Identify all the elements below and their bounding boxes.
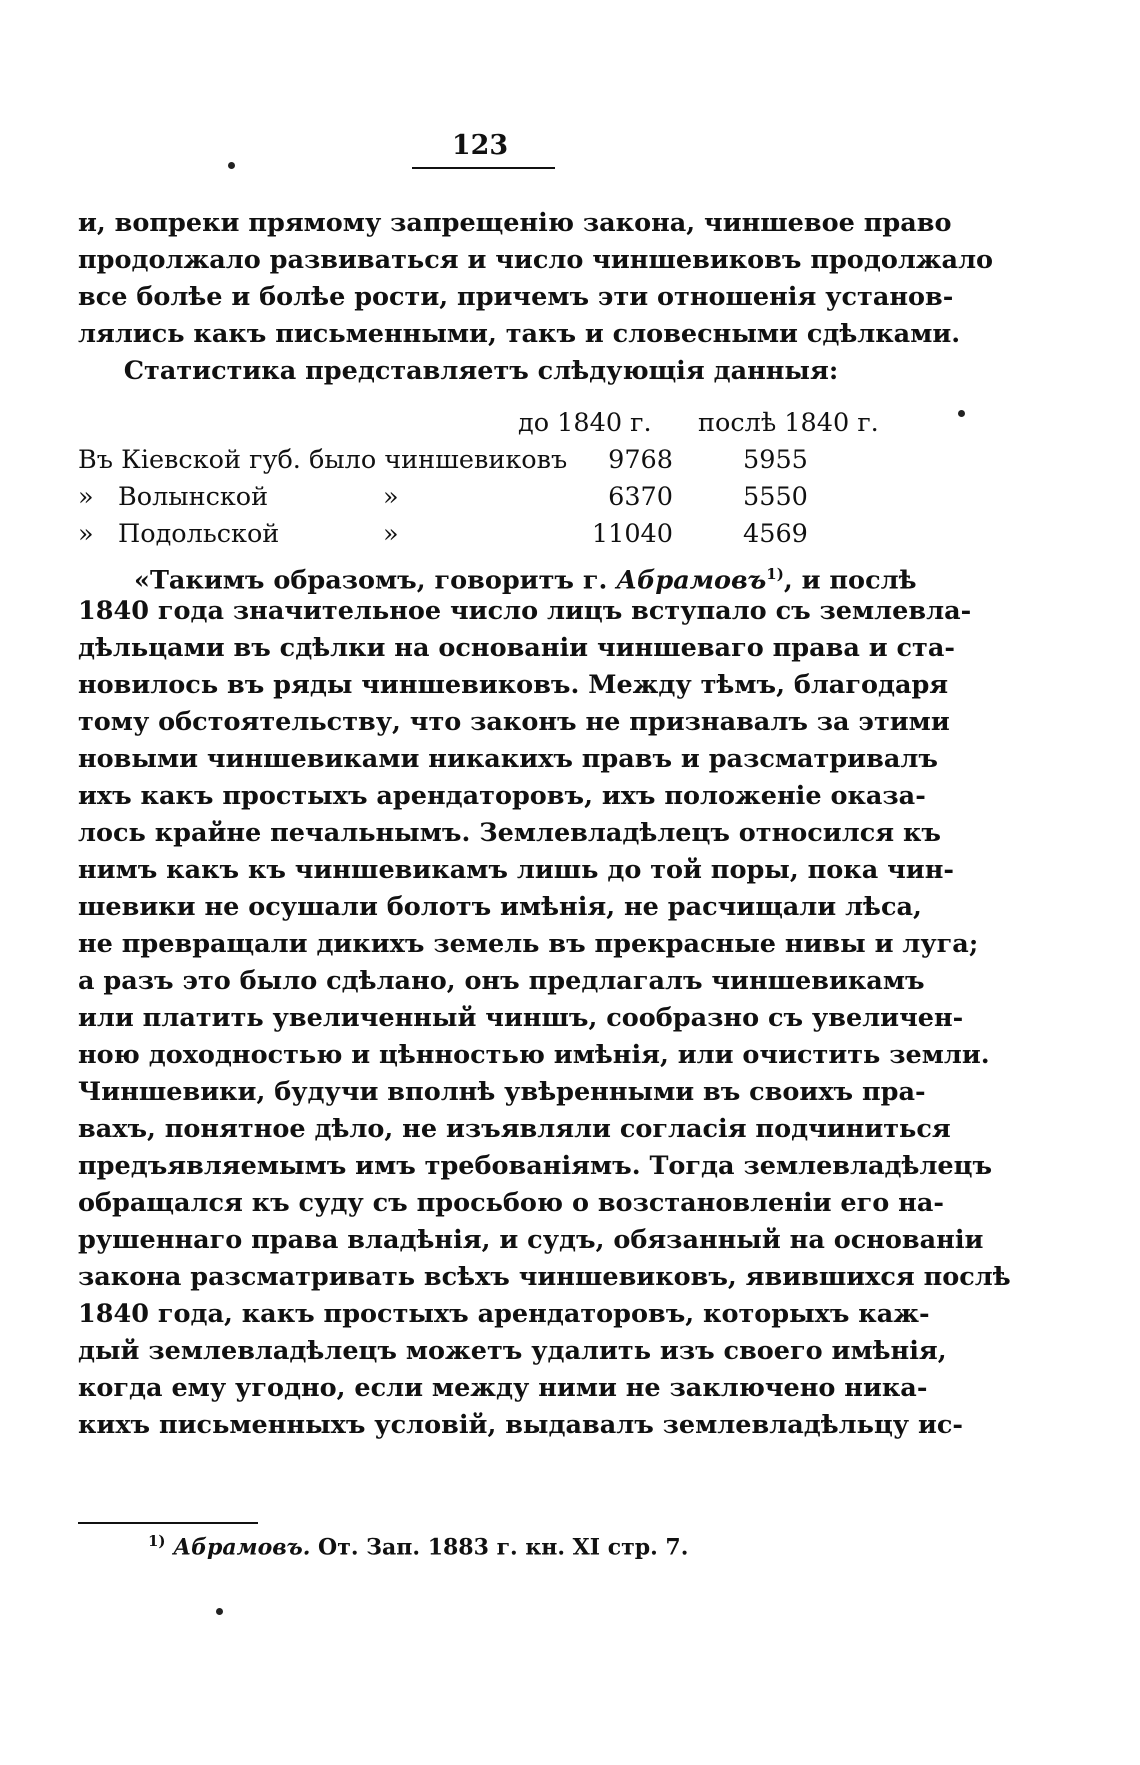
value-before: 6370 <box>608 482 673 512</box>
text-line: 1840 года, какъ простыхъ арендаторовъ, которыхъ каж- <box>78 1299 930 1329</box>
text-line: все болѣе и болѣе рости, причемъ эти отношенія установ- <box>78 282 954 312</box>
text-line: новыми чиншевиками никакихъ правъ и разсматривалъ <box>78 744 938 774</box>
text-line: и, вопреки прямому запрещенію закона, чиншевое право <box>78 208 952 238</box>
footnote-marker: 1) <box>148 1532 166 1550</box>
value-before: 11040 <box>591 519 673 549</box>
value-after: 5550 <box>743 482 808 512</box>
print-speck <box>216 1608 223 1615</box>
text-line: предъявляемымъ имъ требованіямъ. Тогда землевладѣлецъ <box>78 1151 993 1181</box>
text-line: дѣльцами въ сдѣлки на основаніи чиншеваго права и ста- <box>78 633 955 663</box>
statistics-table <box>78 408 884 556</box>
text-line: ихъ какъ простыхъ арендаторовъ, ихъ положеніе оказа- <box>78 781 926 811</box>
text-line: рушеннаго права владѣнія, и судъ, обязанный на основаніи <box>78 1225 984 1255</box>
value-after: 5955 <box>743 445 808 475</box>
quote-author: Абрамовъ <box>616 565 767 596</box>
text-line: тому обстоятельству, что законъ не признавалъ за этими <box>78 707 950 737</box>
row-prefix: Въ <box>78 445 113 475</box>
header-after-1840: послѣ 1840 г. <box>698 408 879 438</box>
stats-intro: Статистика представляетъ слѣдующія данныя: <box>123 356 839 386</box>
region-name: Волынской <box>118 482 269 512</box>
text-line: кихъ письменныхъ условій, выдавалъ землевладѣльцу ис- <box>78 1410 964 1440</box>
footnote-text: От. Зап. 1883 г. кн. XI стр. 7. <box>318 1534 689 1561</box>
quote-block <box>78 556 1011 1444</box>
footnote-rule <box>78 1522 258 1524</box>
page-number: 123 <box>451 130 509 161</box>
region-name: Подольской <box>118 519 280 549</box>
value-before: 9768 <box>608 445 673 475</box>
ditto-mark: » <box>383 482 399 512</box>
table-row <box>78 482 884 519</box>
text-line: нимъ какъ къ чиншевикамъ лишь до той поры, пока чин- <box>78 855 954 885</box>
text-line: лялись какъ письменными, такъ и словесными сдѣлками. <box>78 319 961 349</box>
value-after: 4569 <box>743 519 808 549</box>
text-line: закона разсматривать всѣхъ чиншевиковъ, явившихся послѣ <box>78 1262 1011 1292</box>
text-line: ною доходностью и цѣнностью имѣнія, или очистить земли. <box>78 1040 990 1070</box>
footnote-ref: 1) <box>766 565 784 583</box>
text-line: дый землевладѣлецъ можетъ удалить изъ своего имѣнія, <box>78 1336 947 1366</box>
table-row <box>78 519 884 556</box>
table-header-row <box>78 408 884 445</box>
text-line: вахъ, понятное дѣло, не изъявляли согласія подчиниться <box>78 1114 951 1144</box>
row-prefix: » <box>78 519 94 549</box>
text-line: не превращали дикихъ земель въ прекрасные нивы и луга; <box>78 929 979 959</box>
row-prefix: » <box>78 482 94 512</box>
text-line: обращался къ суду съ просьбою о возстановленіи его на- <box>78 1188 944 1218</box>
footnote <box>148 1532 688 1560</box>
text-line: новилось въ ряды чиншевиковъ. Между тѣмъ, благодаря <box>78 670 949 700</box>
main-text <box>78 205 994 390</box>
print-speck <box>228 162 235 169</box>
quote-first-line <box>78 556 917 596</box>
text-line: Чиншевики, будучи вполнѣ увѣренными въ своихъ пра- <box>78 1077 926 1107</box>
table-row <box>78 445 884 482</box>
text-line: 1840 года значительное число лицъ вступало съ землевла- <box>78 596 972 626</box>
quote-lead-end: , и послѣ <box>783 565 917 596</box>
print-speck <box>958 410 965 417</box>
text-line: шевики не осушали болотъ имѣнія, не расчищали лѣса, <box>78 892 922 922</box>
text-line: продолжало развиваться и число чиншевиковъ продолжало <box>78 245 994 275</box>
ditto-mark: » <box>383 519 399 549</box>
page-number-rule <box>412 167 555 169</box>
header-before-1840: до 1840 г. <box>518 408 652 438</box>
text-line: лось крайне печальнымъ. Землевладѣлецъ относился къ <box>78 818 941 848</box>
region-label <box>78 445 567 475</box>
quote-lead: «Такимъ образомъ, говоритъ г. <box>134 565 608 596</box>
text-line: а разъ это было сдѣлано, онъ предлагалъ чиншевикамъ <box>78 966 925 996</box>
footnote-author: Абрамовъ. <box>173 1534 311 1561</box>
text-line: или платить увеличенный чиншъ, сообразно съ увеличен- <box>78 1003 964 1033</box>
region-name: Кіевской губ. было чиншевиковъ <box>121 445 568 475</box>
text-line: когда ему угодно, если между ними не заключено ника- <box>78 1373 928 1403</box>
